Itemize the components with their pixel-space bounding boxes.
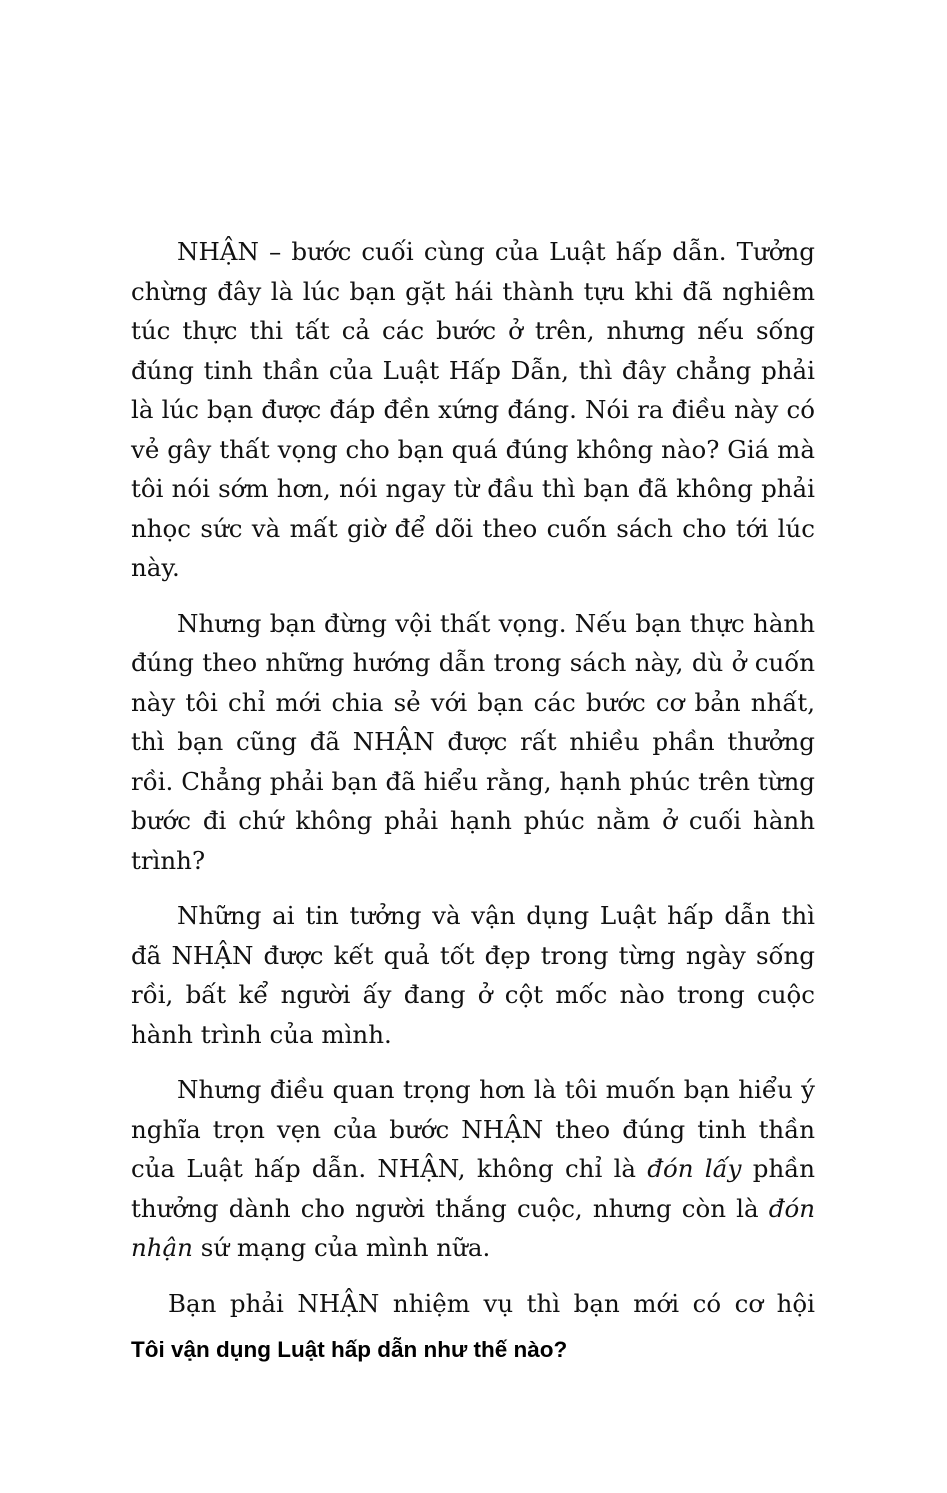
body-text [131, 232, 815, 1323]
running-footer-title: Tôi vận dụng Luật hấp dẫn như thế nào? [131, 1337, 568, 1362]
paragraph-1: NHẬN – bước cuối cùng của Luật hấp dẫn. Tưởng chừng đây là lúc bạn gặt hái thành tựu khi đã nghiêm túc thực thi tất cả các bước ở trên, nhưng nếu sống đúng tinh thần của Luật Hấp Dẫn, thì đây chẳng phải là lúc bạn được đáp đền xứng đáng. Nói ra điều này có vẻ gây thất vọng cho bạn quá đúng không nào? Giá mà tôi nói sớm hơn, nói ngay từ đầu thì bạn đã không phải nhọc sức và mất giờ để dõi theo cuốn sách cho tới lúc này. [131, 237, 815, 582]
paragraph-4-text-a: Nhưng điều quan trọng hơn là tôi muốn bạn hiểu ý nghĩa trọn vẹn của bước NHẬN theo đúng tinh thần của Luật hấp dẫn. NHẬN, không chỉ là [131, 1075, 815, 1183]
paragraph-4-emphasis-a: đón lấy [647, 1154, 742, 1183]
paragraph-5: Bạn phải NHẬN nhiệm vụ thì bạn mới có cơ hội [168, 1288, 815, 1318]
paragraph-4 [131, 1070, 815, 1268]
paragraph-2: Nhưng bạn đừng vội thất vọng. Nếu bạn thực hành đúng theo những hướng dẫn trong sách này, dù ở cuốn này tôi chỉ mới chia sẻ với bạn các bước cơ bản nhất, thì bạn cũng đã NHẬN được rất nhiều phần thưởng rồi. Chẳng phải bạn đã hiểu rằng, hạnh phúc trên từng bước đi chứ không phải hạnh phúc nằm ở cuối hành trình? [131, 608, 815, 875]
paragraph-4-text-b: phần thưởng dành cho người thắng cuộc, nhưng còn là [131, 1154, 816, 1223]
paragraph-3: Những ai tin tưởng và vận dụng Luật hấp dẫn thì đã NHẬN được kết quả tốt đẹp trong từng ngày sống rồi, bất kể người ấy đang ở cột mốc nào trong cuộc hành trình của mình. [131, 901, 815, 1049]
paragraph-4-emphasis-b: đón nhận [131, 1193, 815, 1262]
paragraph-4-text-c: sứ mạng của mình nữa. [192, 1233, 491, 1262]
